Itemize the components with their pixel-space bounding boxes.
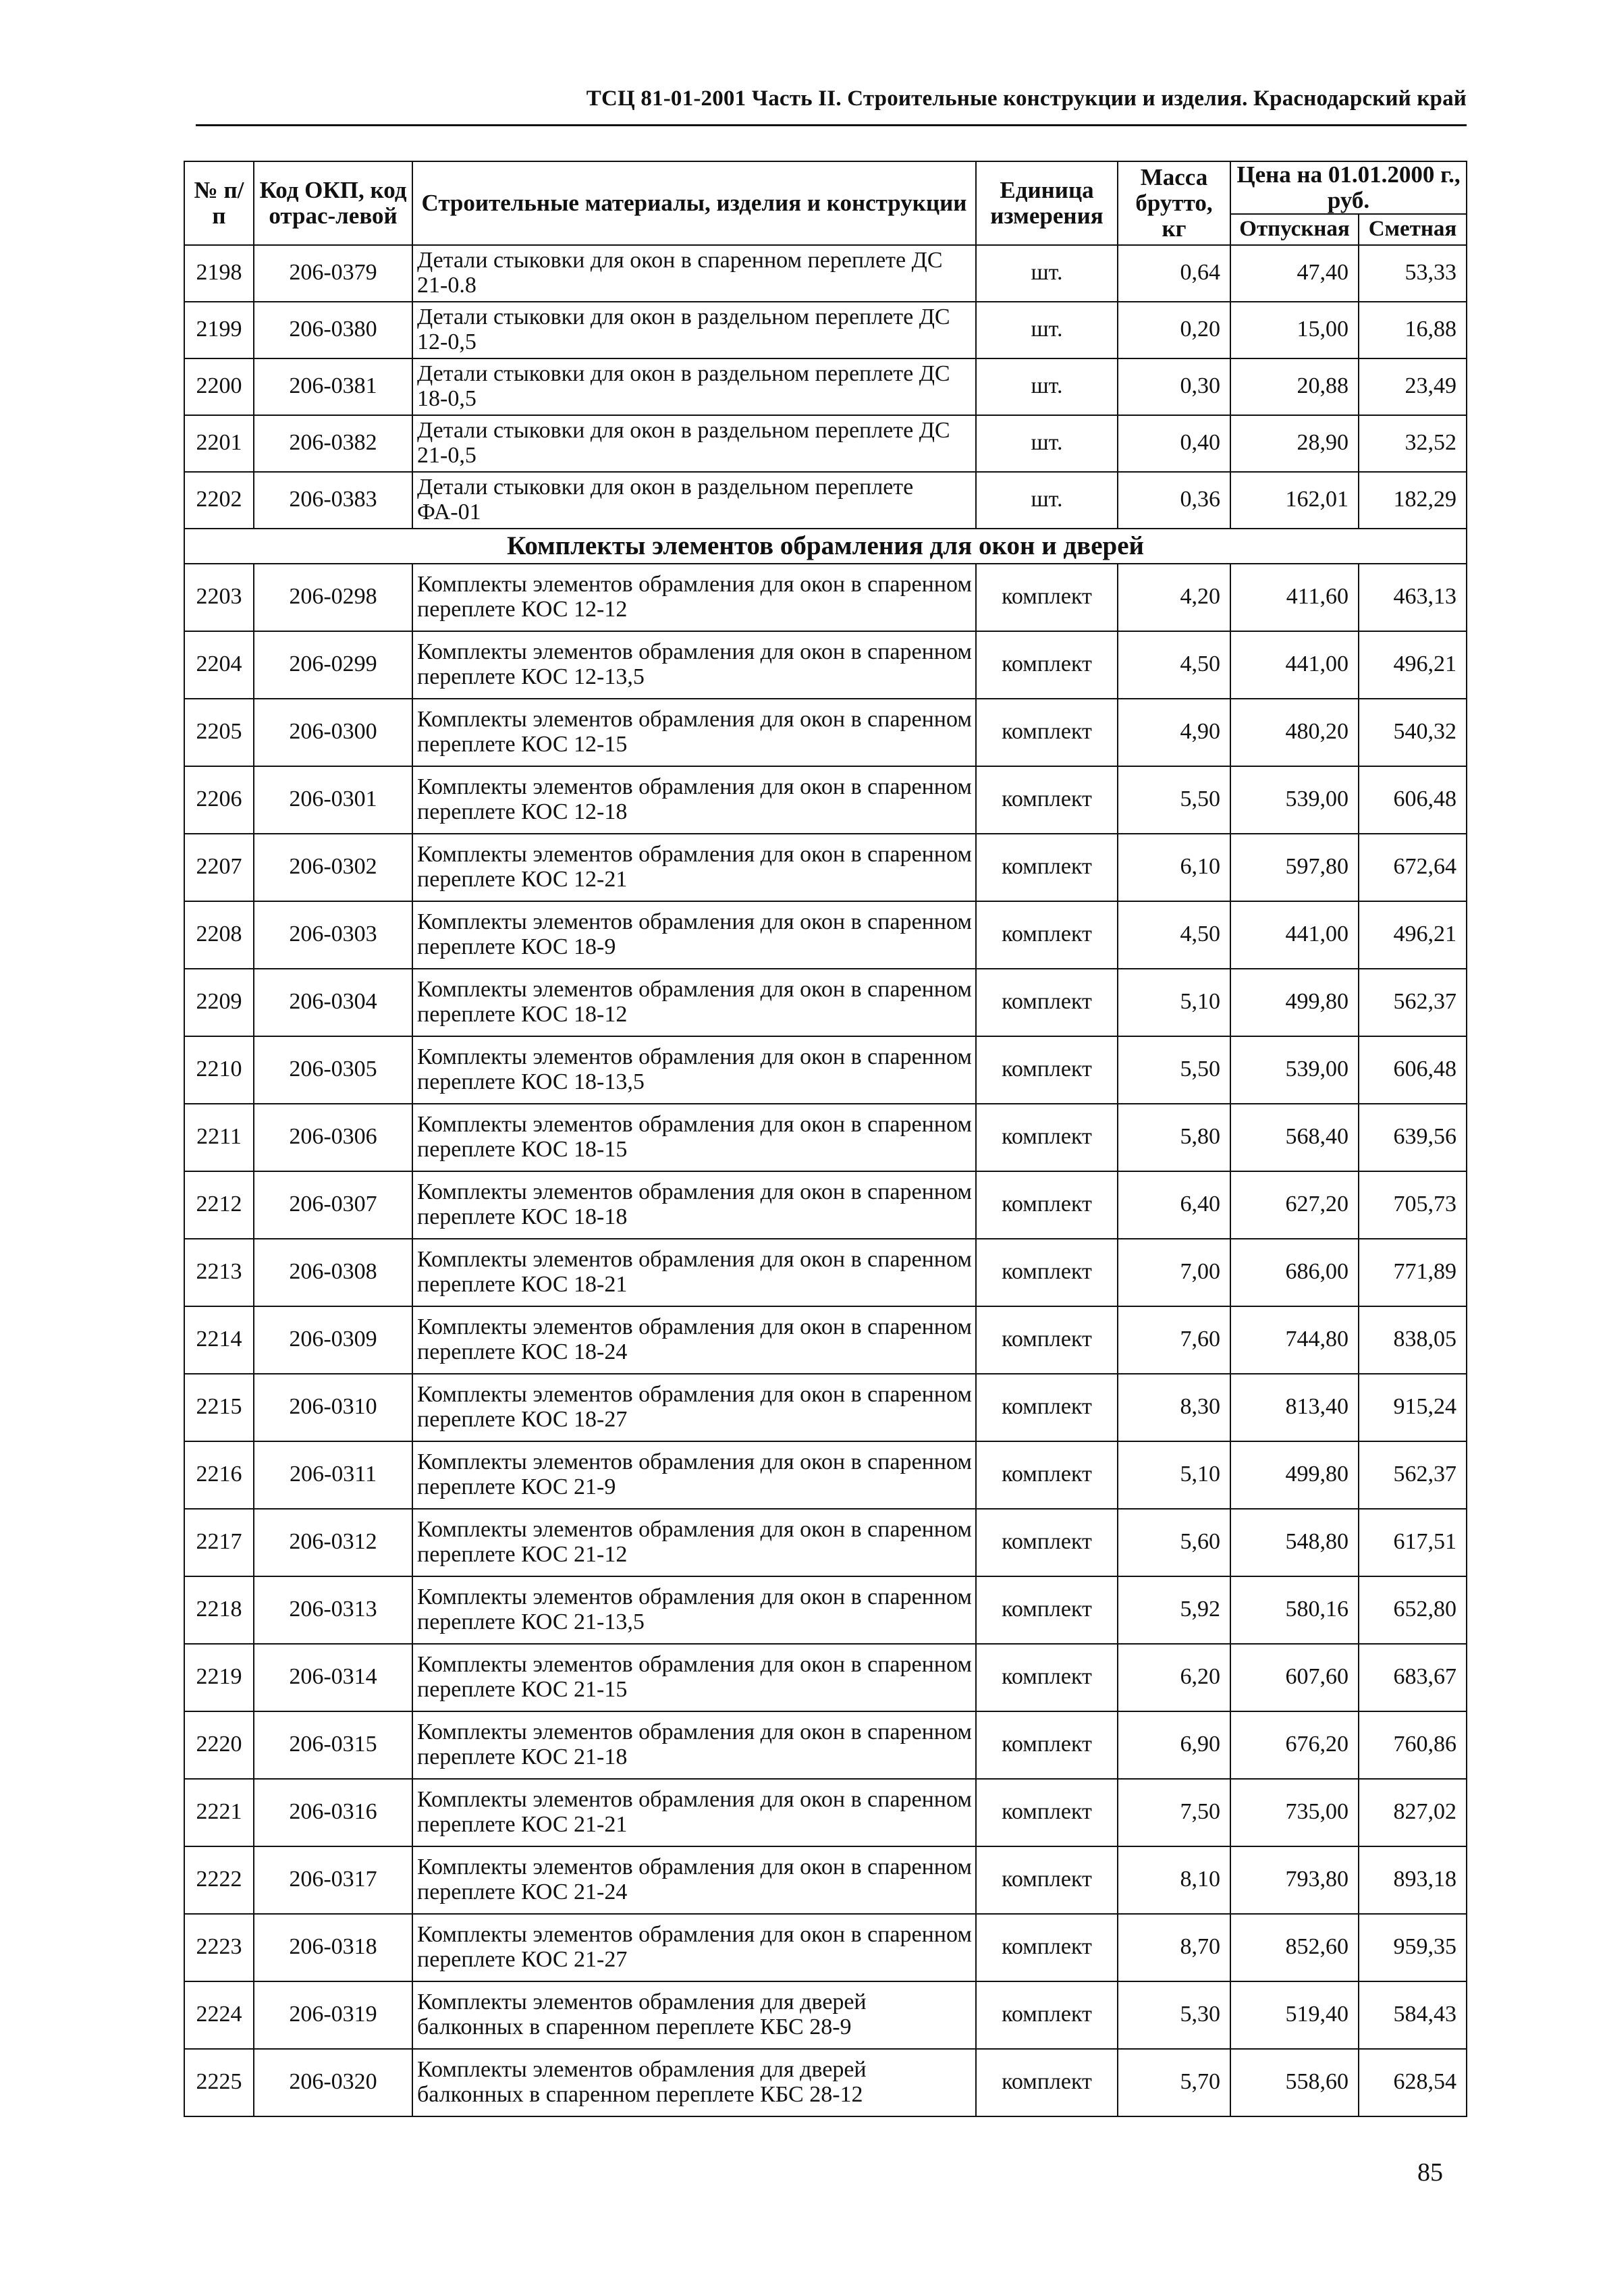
cell-name: Комплекты элементов обрамления для окон в спаренном переплете КОС 18-15 [412, 1104, 976, 1171]
cell-mass: 6,90 [1118, 1711, 1230, 1779]
cell-mass: 8,30 [1118, 1374, 1230, 1441]
cell-mass: 5,50 [1118, 1036, 1230, 1104]
cell-name: Комплекты элементов обрамления для окон в спаренном переплете КОС 21-12 [412, 1509, 976, 1576]
cell-price-release: 558,60 [1230, 2049, 1359, 2116]
cell-unit: комплект [976, 1576, 1118, 1644]
cell-unit: комплект [976, 699, 1118, 766]
cell-price-estimate: 628,54 [1359, 2049, 1467, 2116]
table-row [184, 1036, 1467, 1104]
table-row [184, 1779, 1467, 1846]
cell-price-estimate: 760,86 [1359, 1711, 1467, 1779]
cell-mass: 5,80 [1118, 1104, 1230, 1171]
table-row [184, 766, 1467, 834]
cell-code: 206-0306 [254, 1104, 412, 1171]
cell-price-release: 607,60 [1230, 1644, 1359, 1711]
cell-unit: шт. [976, 415, 1118, 472]
cell-price-estimate: 617,51 [1359, 1509, 1467, 1576]
cell-unit: комплект [976, 1104, 1118, 1171]
cell-name: Комплекты элементов обрамления для окон в спаренном переплете КОС 18-27 [412, 1374, 976, 1441]
cell-no: 2216 [184, 1441, 254, 1509]
cell-no: 2224 [184, 1981, 254, 2049]
cell-price-release: 441,00 [1230, 631, 1359, 699]
cell-price-estimate: 463,13 [1359, 564, 1467, 631]
cell-unit: шт. [976, 245, 1118, 302]
cell-no: 2213 [184, 1239, 254, 1306]
cell-price-estimate: 182,29 [1359, 472, 1467, 529]
cell-price-estimate: 562,37 [1359, 969, 1467, 1036]
cell-name: Детали стыковки для окон в спаренном переплете ДС 21-0.8 [412, 245, 976, 302]
cell-price-estimate: 16,88 [1359, 302, 1467, 358]
cell-unit: комплект [976, 1846, 1118, 1914]
cell-code: 206-0309 [254, 1306, 412, 1374]
cell-mass: 4,50 [1118, 631, 1230, 699]
cell-price-release: 539,00 [1230, 766, 1359, 834]
cell-price-estimate: 827,02 [1359, 1779, 1467, 1846]
cell-price-release: 20,88 [1230, 358, 1359, 415]
cell-no: 2201 [184, 415, 254, 472]
cell-price-release: 499,80 [1230, 969, 1359, 1036]
cell-no: 2199 [184, 302, 254, 358]
table-row [184, 1644, 1467, 1711]
running-title: ТСЦ 81-01-2001 Часть II. Строительные конструкции и изделия. Краснодарский край [586, 86, 1467, 111]
cell-no: 2218 [184, 1576, 254, 1644]
cell-price-estimate: 705,73 [1359, 1171, 1467, 1239]
table-row [184, 1104, 1467, 1171]
cell-mass: 7,00 [1118, 1239, 1230, 1306]
cell-name: Детали стыковки для окон в раздельном переплете ДС 12-0,5 [412, 302, 976, 358]
cell-mass: 7,50 [1118, 1779, 1230, 1846]
cell-price-estimate: 23,49 [1359, 358, 1467, 415]
cell-price-estimate: 496,21 [1359, 631, 1467, 699]
table-row [184, 1846, 1467, 1914]
cell-price-release: 499,80 [1230, 1441, 1359, 1509]
cell-code: 206-0316 [254, 1779, 412, 1846]
cell-mass: 4,50 [1118, 901, 1230, 969]
cell-price-release: 15,00 [1230, 302, 1359, 358]
cell-price-estimate: 959,35 [1359, 1914, 1467, 1981]
table-row [184, 699, 1467, 766]
table-row [184, 1914, 1467, 1981]
cell-price-release: 539,00 [1230, 1036, 1359, 1104]
cell-price-estimate: 584,43 [1359, 1981, 1467, 2049]
table-row [184, 969, 1467, 1036]
cell-price-estimate: 562,37 [1359, 1441, 1467, 1509]
table-row [184, 358, 1467, 415]
table-row [184, 1171, 1467, 1239]
cell-price-estimate: 540,32 [1359, 699, 1467, 766]
cell-no: 2204 [184, 631, 254, 699]
cell-unit: комплект [976, 1914, 1118, 1981]
col-header-no: № п/п [184, 161, 254, 245]
table-header [184, 161, 1467, 245]
cell-unit: шт. [976, 358, 1118, 415]
cell-mass: 0,36 [1118, 472, 1230, 529]
table-row [184, 1239, 1467, 1306]
cell-no: 2223 [184, 1914, 254, 1981]
cell-name: Детали стыковки для окон в раздельном переплете ФА-01 [412, 472, 976, 529]
cell-name: Комплекты элементов обрамления для дверей балконных в спаренном переплете КБС 28-12 [412, 2049, 976, 2116]
cell-price-release: 28,90 [1230, 415, 1359, 472]
cell-price-estimate: 639,56 [1359, 1104, 1467, 1171]
cell-unit: шт. [976, 302, 1118, 358]
cell-name: Комплекты элементов обрамления для окон в спаренном переплете КОС 18-13,5 [412, 1036, 976, 1104]
cell-code: 206-0381 [254, 358, 412, 415]
cell-code: 206-0383 [254, 472, 412, 529]
cell-no: 2221 [184, 1779, 254, 1846]
cell-price-estimate: 53,33 [1359, 245, 1467, 302]
cell-price-release: 852,60 [1230, 1914, 1359, 1981]
table-row [184, 564, 1467, 631]
cell-no: 2207 [184, 834, 254, 901]
cell-mass: 5,50 [1118, 766, 1230, 834]
cell-no: 2206 [184, 766, 254, 834]
cell-code: 206-0298 [254, 564, 412, 631]
table-row [184, 1306, 1467, 1374]
cell-price-estimate: 32,52 [1359, 415, 1467, 472]
cell-no: 2222 [184, 1846, 254, 1914]
col-header-price-group: Цена на 01.01.2000 г., руб. [1230, 161, 1467, 214]
cell-code: 206-0299 [254, 631, 412, 699]
table-body-frame-kits [184, 564, 1467, 2116]
cell-name: Комплекты элементов обрамления для окон в спаренном переплете КОС 12-18 [412, 766, 976, 834]
table-row [184, 631, 1467, 699]
cell-name: Комплекты элементов обрамления для окон в спаренном переплете КОС 18-21 [412, 1239, 976, 1306]
table-row [184, 2049, 1467, 2116]
cell-code: 206-0302 [254, 834, 412, 901]
cell-price-estimate: 606,48 [1359, 1036, 1467, 1104]
cell-unit: комплект [976, 1644, 1118, 1711]
cell-price-release: 568,40 [1230, 1104, 1359, 1171]
cell-price-release: 519,40 [1230, 1981, 1359, 2049]
cell-price-release: 793,80 [1230, 1846, 1359, 1914]
cell-mass: 0,64 [1118, 245, 1230, 302]
cell-name: Комплекты элементов обрамления для окон в спаренном переплете КОС 12-13,5 [412, 631, 976, 699]
cell-code: 206-0312 [254, 1509, 412, 1576]
cell-code: 206-0305 [254, 1036, 412, 1104]
col-header-price-release: Отпускная [1230, 214, 1359, 245]
col-header-code: Код ОКП, код отрас-левой [254, 161, 412, 245]
cell-name: Комплекты элементов обрамления для окон в спаренном переплете КОС 18-18 [412, 1171, 976, 1239]
cell-price-release: 47,40 [1230, 245, 1359, 302]
cell-price-release: 744,80 [1230, 1306, 1359, 1374]
cell-code: 206-0380 [254, 302, 412, 358]
cell-no: 2215 [184, 1374, 254, 1441]
cell-unit: комплект [976, 1441, 1118, 1509]
table-row [184, 1981, 1467, 2049]
cell-no: 2205 [184, 699, 254, 766]
cell-code: 206-0301 [254, 766, 412, 834]
cell-price-estimate: 683,67 [1359, 1644, 1467, 1711]
cell-mass: 0,40 [1118, 415, 1230, 472]
table-body-joint-details [184, 245, 1467, 529]
cell-code: 206-0318 [254, 1914, 412, 1981]
cell-unit: комплект [976, 1171, 1118, 1239]
cell-price-estimate: 838,05 [1359, 1306, 1467, 1374]
cell-no: 2198 [184, 245, 254, 302]
table-row [184, 245, 1467, 302]
cell-no: 2211 [184, 1104, 254, 1171]
cell-price-estimate: 771,89 [1359, 1239, 1467, 1306]
cell-price-release: 580,16 [1230, 1576, 1359, 1644]
cell-price-estimate: 915,24 [1359, 1374, 1467, 1441]
cell-name: Детали стыковки для окон в раздельном переплете ДС 18-0,5 [412, 358, 976, 415]
cell-price-release: 480,20 [1230, 699, 1359, 766]
cell-price-release: 411,60 [1230, 564, 1359, 631]
cell-mass: 0,30 [1118, 358, 1230, 415]
cell-mass: 4,90 [1118, 699, 1230, 766]
table-row [184, 1576, 1467, 1644]
cell-unit: комплект [976, 901, 1118, 969]
cell-code: 206-0320 [254, 2049, 412, 2116]
cell-name: Комплекты элементов обрамления для окон в спаренном переплете КОС 21-24 [412, 1846, 976, 1914]
cell-price-release: 597,80 [1230, 834, 1359, 901]
cell-name: Комплекты элементов обрамления для окон в спаренном переплете КОС 18-24 [412, 1306, 976, 1374]
cell-code: 206-0300 [254, 699, 412, 766]
cell-no: 2202 [184, 472, 254, 529]
col-header-price-estimate: Сметная [1359, 214, 1467, 245]
cell-price-release: 813,40 [1230, 1374, 1359, 1441]
cell-price-release: 162,01 [1230, 472, 1359, 529]
cell-name: Комплекты элементов обрамления для окон в спаренном переплете КОС 21-27 [412, 1914, 976, 1981]
cell-code: 206-0313 [254, 1576, 412, 1644]
header-rule [196, 124, 1467, 126]
col-header-name: Строительные материалы, изделия и конструкции [412, 161, 976, 245]
cell-price-release: 676,20 [1230, 1711, 1359, 1779]
cell-no: 2200 [184, 358, 254, 415]
cell-price-estimate: 496,21 [1359, 901, 1467, 969]
cell-no: 2203 [184, 564, 254, 631]
cell-name: Комплекты элементов обрамления для окон в спаренном переплете КОС 18-12 [412, 969, 976, 1036]
cell-price-release: 735,00 [1230, 1779, 1359, 1846]
table-row [184, 901, 1467, 969]
cell-no: 2212 [184, 1171, 254, 1239]
table-row [184, 415, 1467, 472]
table-row [184, 302, 1467, 358]
cell-name: Комплекты элементов обрамления для окон в спаренном переплете КОС 21-21 [412, 1779, 976, 1846]
cell-no: 2209 [184, 969, 254, 1036]
cell-mass: 5,10 [1118, 969, 1230, 1036]
cell-code: 206-0382 [254, 415, 412, 472]
price-table [184, 161, 1467, 2117]
table-section [184, 529, 1467, 564]
cell-mass: 6,10 [1118, 834, 1230, 901]
cell-name: Комплекты элементов обрамления для дверей балконных в спаренном переплете КБС 28-9 [412, 1981, 976, 2049]
table-row [184, 1509, 1467, 1576]
cell-name: Комплекты элементов обрамления для окон в спаренном переплете КОС 21-9 [412, 1441, 976, 1509]
col-header-mass: Масса брутто, кг [1118, 161, 1230, 245]
cell-name: Комплекты элементов обрамления для окон в спаренном переплете КОС 21-13,5 [412, 1576, 976, 1644]
cell-code: 206-0308 [254, 1239, 412, 1306]
cell-code: 206-0303 [254, 901, 412, 969]
cell-code: 206-0319 [254, 1981, 412, 2049]
cell-unit: комплект [976, 1036, 1118, 1104]
cell-mass: 8,10 [1118, 1846, 1230, 1914]
cell-no: 2225 [184, 2049, 254, 2116]
cell-no: 2208 [184, 901, 254, 969]
cell-unit: комплект [976, 1374, 1118, 1441]
cell-no: 2214 [184, 1306, 254, 1374]
cell-price-estimate: 672,64 [1359, 834, 1467, 901]
cell-unit: комплект [976, 1509, 1118, 1576]
cell-mass: 0,20 [1118, 302, 1230, 358]
cell-mass: 5,92 [1118, 1576, 1230, 1644]
cell-code: 206-0304 [254, 969, 412, 1036]
cell-no: 2219 [184, 1644, 254, 1711]
cell-code: 206-0307 [254, 1171, 412, 1239]
cell-name: Комплекты элементов обрамления для окон в спаренном переплете КОС 12-15 [412, 699, 976, 766]
cell-price-release: 441,00 [1230, 901, 1359, 969]
page-number: 85 [1417, 2158, 1443, 2187]
cell-name: Комплекты элементов обрамления для окон в спаренном переплете КОС 21-15 [412, 1644, 976, 1711]
cell-code: 206-0315 [254, 1711, 412, 1779]
cell-unit: комплект [976, 2049, 1118, 2116]
cell-unit: комплект [976, 766, 1118, 834]
cell-unit: комплект [976, 1239, 1118, 1306]
cell-name: Комплекты элементов обрамления для окон в спаренном переплете КОС 12-12 [412, 564, 976, 631]
cell-price-estimate: 606,48 [1359, 766, 1467, 834]
cell-unit: комплект [976, 1306, 1118, 1374]
table-row [184, 1374, 1467, 1441]
cell-name: Комплекты элементов обрамления для окон в спаренном переплете КОС 21-18 [412, 1711, 976, 1779]
cell-price-release: 686,00 [1230, 1239, 1359, 1306]
cell-mass: 7,60 [1118, 1306, 1230, 1374]
cell-unit: комплект [976, 564, 1118, 631]
cell-price-release: 548,80 [1230, 1509, 1359, 1576]
cell-mass: 5,10 [1118, 1441, 1230, 1509]
cell-mass: 4,20 [1118, 564, 1230, 631]
table-row [184, 834, 1467, 901]
section-title: Комплекты элементов обрамления для окон и дверей [184, 529, 1467, 564]
cell-code: 206-0379 [254, 245, 412, 302]
cell-name: Комплекты элементов обрамления для окон в спаренном переплете КОС 18-9 [412, 901, 976, 969]
cell-unit: комплект [976, 834, 1118, 901]
cell-mass: 5,70 [1118, 2049, 1230, 2116]
cell-unit: комплект [976, 631, 1118, 699]
cell-name: Детали стыковки для окон в раздельном переплете ДС 21-0,5 [412, 415, 976, 472]
cell-unit: комплект [976, 1981, 1118, 2049]
cell-mass: 5,60 [1118, 1509, 1230, 1576]
table-row [184, 472, 1467, 529]
cell-mass: 6,20 [1118, 1644, 1230, 1711]
cell-mass: 6,40 [1118, 1171, 1230, 1239]
cell-code: 206-0314 [254, 1644, 412, 1711]
cell-unit: шт. [976, 472, 1118, 529]
table-row [184, 1711, 1467, 1779]
cell-price-estimate: 893,18 [1359, 1846, 1467, 1914]
cell-code: 206-0311 [254, 1441, 412, 1509]
cell-no: 2220 [184, 1711, 254, 1779]
cell-unit: комплект [976, 1779, 1118, 1846]
cell-code: 206-0317 [254, 1846, 412, 1914]
cell-code: 206-0310 [254, 1374, 412, 1441]
cell-unit: комплект [976, 969, 1118, 1036]
cell-mass: 8,70 [1118, 1914, 1230, 1981]
table-row [184, 1441, 1467, 1509]
cell-price-estimate: 652,80 [1359, 1576, 1467, 1644]
cell-no: 2210 [184, 1036, 254, 1104]
cell-unit: комплект [976, 1711, 1118, 1779]
cell-mass: 5,30 [1118, 1981, 1230, 2049]
cell-no: 2217 [184, 1509, 254, 1576]
col-header-unit: Единица измерения [976, 161, 1118, 245]
cell-name: Комплекты элементов обрамления для окон в спаренном переплете КОС 12-21 [412, 834, 976, 901]
cell-price-release: 627,20 [1230, 1171, 1359, 1239]
